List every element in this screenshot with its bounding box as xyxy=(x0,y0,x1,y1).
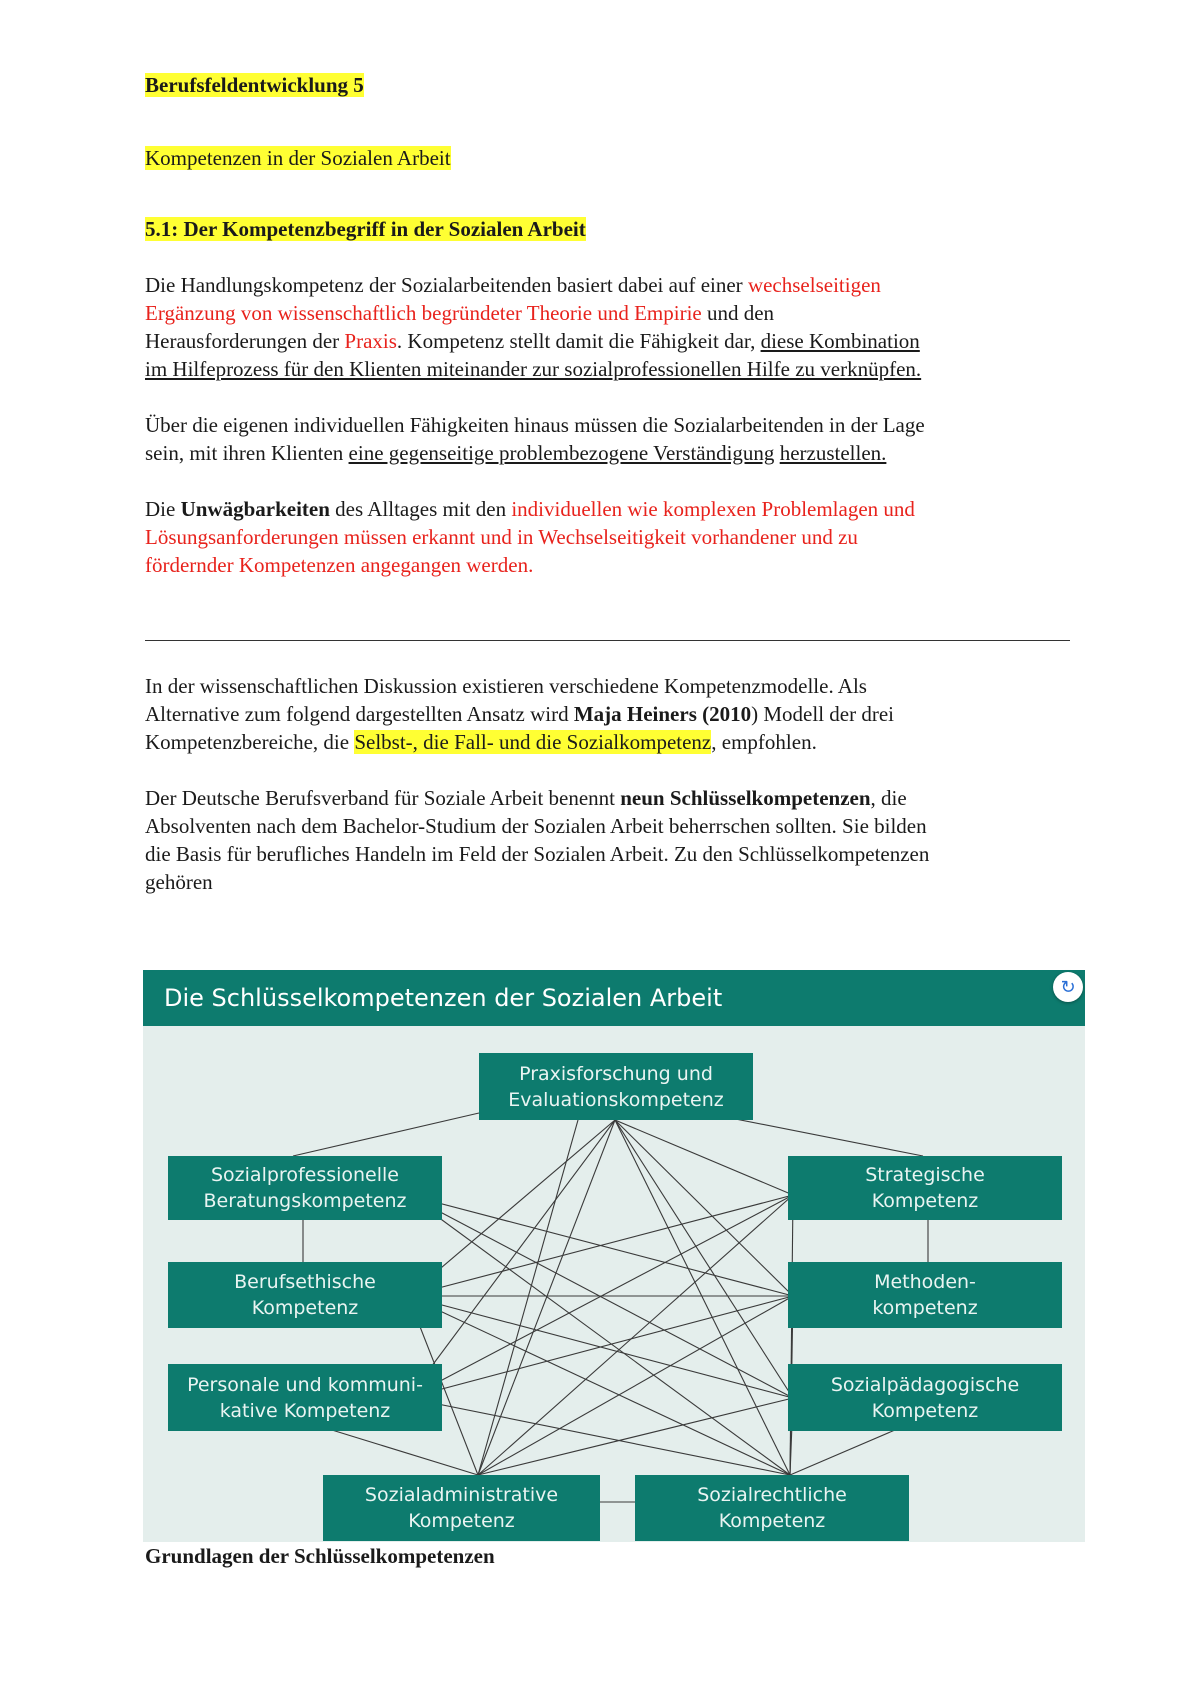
paragraph-4-line-1 xyxy=(145,673,867,699)
text-run: Lösungsanforderungen müssen erkannt und in Wechselseitigkeit vorhandener und zu xyxy=(145,525,858,549)
box-label: Strategische xyxy=(865,1164,985,1186)
text-run: gehören xyxy=(145,870,213,894)
box-label: Praxisforschung und xyxy=(519,1062,713,1085)
diagram-title: Die Schlüsselkompetenzen der Sozialen Arbeit xyxy=(164,984,723,1012)
box-label: Sozialrechtliche xyxy=(697,1484,847,1506)
paragraph-1-line-2 xyxy=(145,300,774,326)
text-run: Praxis xyxy=(344,329,397,353)
connector-line xyxy=(293,1113,479,1156)
text-run: des Alltages mit den xyxy=(329,497,512,521)
connector-line xyxy=(615,1120,793,1195)
text-run: im Hilfeprozess für den Klienten miteinander zur sozialprofessionellen Hilfe zu verknüpfen. xyxy=(145,357,922,381)
box-label: Personale und kommuni- xyxy=(187,1373,423,1396)
box-label: Kompetenz xyxy=(718,1510,826,1532)
text-run: Selbst-, die Fall- und die Sozialkompetenz xyxy=(354,730,712,754)
refresh-icon[interactable]: ↻ xyxy=(1053,972,1083,1002)
text-run: Die xyxy=(145,497,181,521)
box-label: kative Kompetenz xyxy=(219,1399,391,1422)
text-run: wechselseitigen xyxy=(747,273,881,297)
box-label: Sozialprofessionelle xyxy=(211,1164,399,1186)
text-run: Alternative zum folgend dargestellten Ansatz wird xyxy=(145,702,574,726)
text-run: Die Handlungskompetenz der Sozialarbeitenden basiert dabei auf einer xyxy=(145,273,748,297)
connector-line xyxy=(615,1120,793,1398)
box-label: Kompetenz xyxy=(871,1399,979,1422)
connector-line xyxy=(408,1296,790,1475)
text-run: Unwägbarkeiten xyxy=(180,497,330,521)
paragraph-1-line-1 xyxy=(145,272,881,298)
text-run: diese Kombination xyxy=(760,329,920,353)
text-run: Maja Heiners (2010 xyxy=(573,702,752,726)
connector-line xyxy=(478,1195,793,1475)
paragraph-2-line-1 xyxy=(145,412,925,438)
box-sozialpaedagogische-kompetenz xyxy=(788,1364,1062,1431)
text-run: und den xyxy=(701,301,775,325)
text-run: , empfohlen. xyxy=(711,730,817,754)
paragraph-3-line-2 xyxy=(145,524,858,550)
section-heading-text: 5.1: Der Kompetenzbegriff in der Sozialen Arbeit xyxy=(145,217,586,241)
paragraph-5-line-1 xyxy=(145,785,907,811)
figure-caption: Grundlagen der Schlüsselkompetenzen xyxy=(145,1544,495,1568)
text-run: eine gegenseitige problembezogene Verständigung xyxy=(348,441,775,465)
box-label: Evaluationskompetenz xyxy=(508,1088,724,1111)
box-label: kompetenz xyxy=(872,1297,978,1319)
paragraph-2-line-2 xyxy=(145,440,886,466)
box-personale-kompetenz xyxy=(168,1364,442,1431)
text-run: . Kompetenz stellt damit die Fähigkeit dar, xyxy=(396,329,761,353)
paragraph-5-line-4 xyxy=(145,869,213,895)
horizontal-divider xyxy=(145,640,1070,641)
document-title xyxy=(145,72,364,98)
box-label: Sozialpädagogische xyxy=(830,1373,1020,1396)
box-label: Berufsethische xyxy=(234,1271,376,1293)
subtitle-text: Kompetenzen in der Sozialen Arbeit xyxy=(145,146,451,170)
text-run: ) Modell der drei xyxy=(751,702,894,726)
text-run: , die xyxy=(870,786,907,810)
box-sozialadministrative-kompetenz xyxy=(323,1475,600,1541)
competence-diagram xyxy=(143,970,1085,1542)
box-berufsethische-kompetenz xyxy=(168,1262,442,1328)
box-label: Kompetenz xyxy=(871,1190,979,1212)
text-run: neun Schlüsselkompetenzen xyxy=(620,786,871,810)
section-heading xyxy=(145,216,586,242)
text-run: individuellen wie komplexen Problemlagen und xyxy=(511,497,915,521)
box-methodenkompetenz xyxy=(788,1262,1062,1328)
paragraph-3-line-3 xyxy=(145,552,533,578)
box-label: Methoden- xyxy=(874,1271,976,1293)
text-run: Kompetenzbereiche, die xyxy=(145,730,355,754)
connector-line xyxy=(615,1120,790,1475)
paragraph-4-line-3 xyxy=(145,729,817,755)
connector-line xyxy=(478,1120,615,1475)
text-run: sein, mit ihren Klienten xyxy=(145,441,349,465)
paragraph-5-line-2 xyxy=(145,813,927,839)
box-beratungskompetenz xyxy=(168,1156,442,1220)
paragraph-1-line-3 xyxy=(145,328,920,354)
box-label: Sozialadministrative xyxy=(364,1484,559,1506)
paragraph-5-line-3 xyxy=(145,841,929,867)
box-label: Beratungskompetenz xyxy=(203,1190,407,1212)
connector-line xyxy=(615,1120,793,1296)
text-run: fördernder Kompetenzen angegangen werden. xyxy=(145,553,534,577)
text-run: Herausforderungen der xyxy=(145,329,345,353)
box-label: Kompetenz xyxy=(251,1297,359,1319)
box-sozialrechtliche-kompetenz xyxy=(635,1475,909,1541)
paragraph-4-line-2 xyxy=(145,701,894,727)
box-strategische-kompetenz xyxy=(788,1156,1062,1220)
paragraph-3-line-1 xyxy=(145,496,915,522)
connector-line xyxy=(408,1398,790,1475)
box-label: Kompetenz xyxy=(408,1510,515,1532)
paragraph-1-line-4 xyxy=(145,356,921,382)
text-run: In der wissenschaftlichen Diskussion existieren verschiedene Kompetenzmodelle. Als xyxy=(145,674,867,698)
text-run: Ergänzung von wissenschaftlich begründeter Theorie und Empirie xyxy=(145,301,702,325)
section-subtitle xyxy=(145,145,451,171)
text-run: Über die eigenen individuellen Fähigkeiten hinaus müssen die Sozialarbeitenden in der Lage xyxy=(145,413,925,437)
text-run: herzustellen. xyxy=(779,441,887,465)
text-run: Der Deutsche Berufsverband für Soziale Arbeit benennt xyxy=(145,786,621,810)
text-run: die Basis für berufliches Handeln im Feld der Sozialen Arbeit. Zu den Schlüsselkompetenzen xyxy=(145,842,930,866)
connector-line xyxy=(478,1398,793,1475)
title-text: Berufsfeldentwicklung 5 xyxy=(145,73,364,97)
text-run: Absolventen nach dem Bachelor-Studium der Sozialen Arbeit beherrschen sollten. Sie bilden xyxy=(145,814,927,838)
box-praxisforschung xyxy=(479,1053,753,1120)
